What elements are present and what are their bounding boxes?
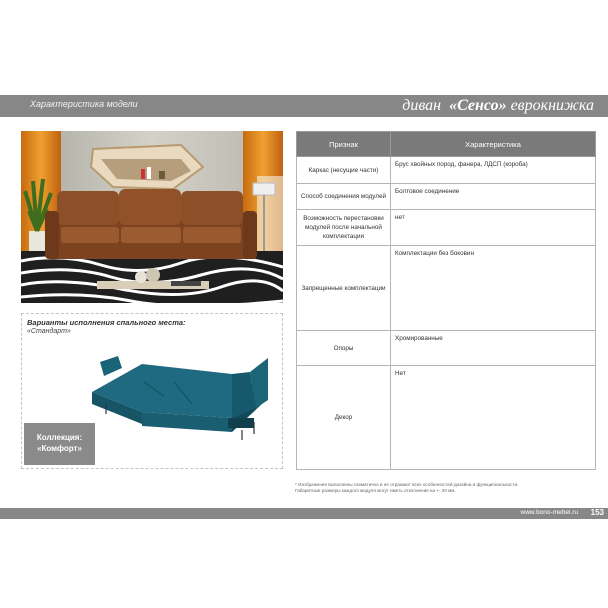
header-banner <box>0 95 608 117</box>
spec-value: Нет <box>391 366 596 470</box>
spec-key: Возможность перестановки модулей после начальной комплектации <box>297 210 391 246</box>
spec-table <box>296 131 596 470</box>
collection-badge <box>24 423 95 465</box>
table-row <box>297 366 596 470</box>
table-row <box>297 184 596 210</box>
title-suffix: еврокнижка <box>510 97 594 114</box>
page-number: 153 <box>590 508 604 517</box>
product-title <box>402 95 594 117</box>
footnote <box>295 482 518 494</box>
spec-value: нет <box>391 210 596 246</box>
spec-key: Опоры <box>297 331 391 366</box>
unfolded-sofa-illustration <box>82 342 272 442</box>
spec-key: Запрещенные комплектации <box>297 246 391 331</box>
footer-bar <box>0 508 608 519</box>
spec-value: Хромированные <box>391 331 596 366</box>
collection-name: «Комфорт» <box>37 444 82 453</box>
table-row <box>297 331 596 366</box>
variants-heading: Варианты исполнения спального места: <box>27 318 186 327</box>
section-label: Характеристика модели <box>30 99 138 109</box>
website-link[interactable]: www.bono-mebel.ru <box>520 509 578 516</box>
spec-key: Способ соединения модулей <box>297 184 391 210</box>
table-row <box>297 246 596 331</box>
spec-key: Декор <box>297 366 391 470</box>
column-header: Характеристика <box>391 132 596 157</box>
variant-option: «Стандарт» <box>27 328 71 335</box>
table-row <box>297 210 596 246</box>
table-row <box>297 157 596 184</box>
table-header-row <box>297 132 596 157</box>
footnote-line: * Изображения выполнены схематично и не отражают всех особенностей дизайна и функциональности. <box>295 482 519 487</box>
column-header: Признак <box>297 132 391 157</box>
title-prefix: диван <box>402 97 442 114</box>
spec-value: Болтовое соединение <box>391 184 596 210</box>
title-name: «Сенсо» <box>449 97 507 114</box>
spec-key: Каркас (несущие части) <box>297 157 391 184</box>
spec-value: Брус хвойных пород, фанера, ЛДСП (короба) <box>391 157 596 184</box>
spec-value: Комплектации без боковин <box>391 246 596 331</box>
collection-label: Коллекция: <box>36 433 83 442</box>
interior-photo <box>21 131 283 303</box>
footnote-line: Габаритные размеры каждого модуля могут иметь отклонения на +- 20 мм. <box>295 488 456 493</box>
